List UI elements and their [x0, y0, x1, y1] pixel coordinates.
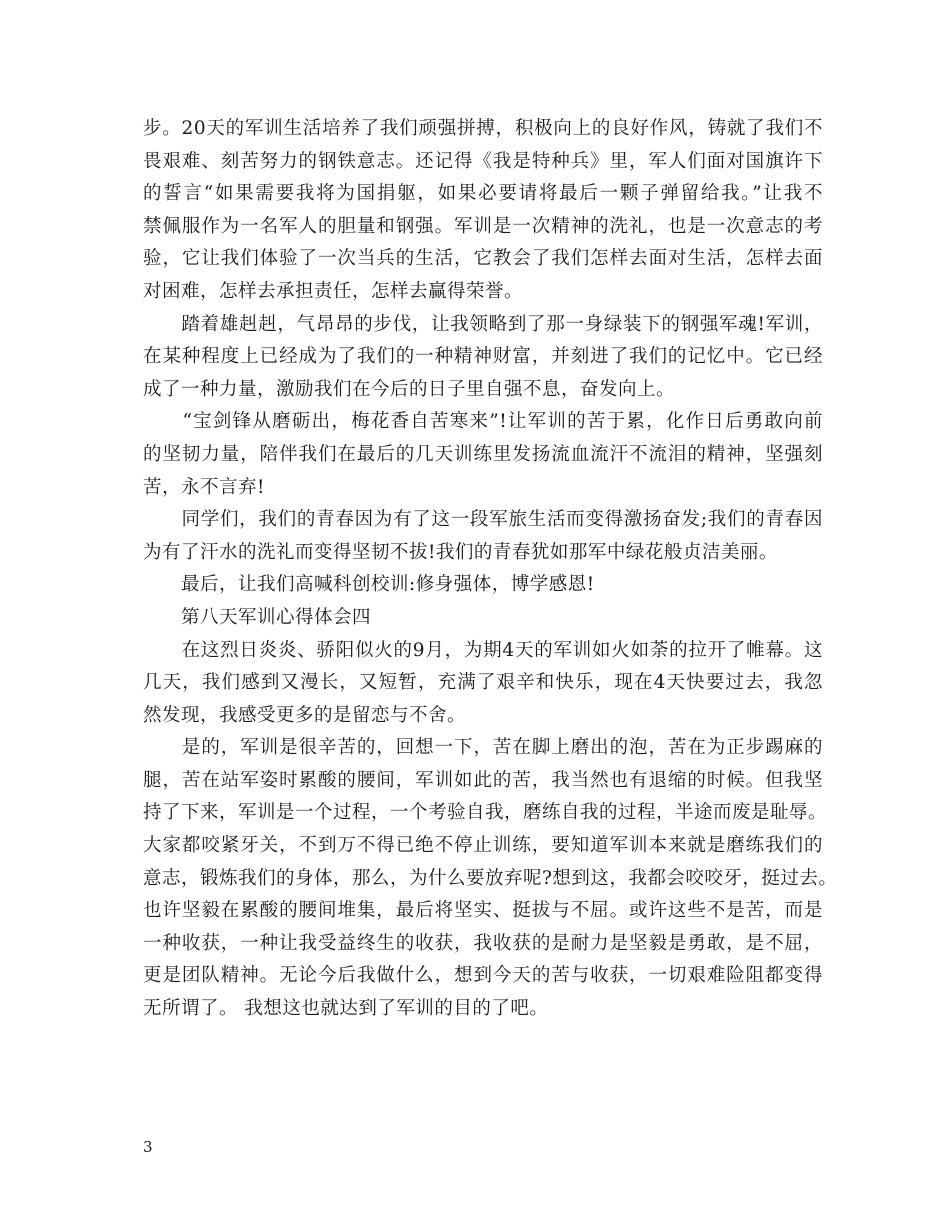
text-line: 意志，锻炼我们的身体，那么，为什么要放弃呢?想到这，我都会咬咬牙，挺过去。: [143, 867, 838, 889]
text-line: 几天，我们感到又漫长，又短暂，充满了艰辛和快乐，现在4天快要过去，我忽: [143, 672, 823, 694]
text-line: 踏着雄赳赳，气昂昂的步伐，让我领略到了那一身绿装下的钢强军魂!军训，: [143, 313, 823, 335]
text-line: 也许坚毅在累酸的腰间堆集，最后将坚实、挺拔与不屈。或许这些不是苦，而是: [143, 900, 823, 922]
text-line: 腿，苦在站军姿时累酸的腰间，军训如此的苦，我当然也有退缩的时候。但我坚: [143, 769, 823, 791]
text-line: 最后，让我们高喊科创校训:修身强体，博学感恩!: [143, 574, 595, 596]
text-line: 的坚韧力量，陪伴我们在最后的几天训练里发扬流血流汗不流泪的精神，坚强刻: [143, 443, 823, 465]
text-line: “宝剑锋从磨砺出，梅花香自苦寒来”!让军训的苦于累，化作日后勇敢向前: [143, 411, 823, 433]
text-line: 同学们，我们的青春因为有了这一段军旅生活而变得激扬奋发;我们的青春因: [143, 509, 823, 531]
text-line: 的誓言“如果需要我将为国捐躯，如果必要请将最后一颗子弹留给我。”让我不: [143, 183, 823, 205]
text-line: 成了一种力量，激励我们在今后的日子里自强不息，奋发向上。: [143, 378, 676, 400]
text-line: 一种收获，一种让我受益终生的收获，我收获的是耐力是坚毅是勇敢，是不屈，: [143, 932, 823, 954]
text-line: 持了下来，军训是一个过程，一个考验自我，磨练自我的过程，半途而废是耻辱。: [143, 802, 828, 824]
text-line: 然发现，我感受更多的是留恋与不舍。: [143, 704, 467, 726]
text-line: 第八天军训心得体会四: [143, 606, 372, 628]
text-line: 更是团队精神。无论今后我做什么，想到今天的苦与收获，一切艰难险阻都变得: [143, 965, 823, 987]
text-line: 验，它让我们体验了一次当兵的生活，它教会了我们怎样去面对生活，怎样去面: [143, 248, 823, 270]
text-line: 禁佩服作为一名军人的胆量和钢强。军训是一次精神的洗礼，也是一次意志的考: [143, 215, 823, 237]
text-line: 畏艰难、刻苦努力的钢铁意志。还记得《我是特种兵》里，军人们面对国旗许下: [143, 150, 823, 172]
text-line: 对困难，怎样去承担责任，怎样去赢得荣誉。: [143, 280, 524, 302]
text-line: 在某种程度上已经成为了我们的一种精神财富，并刻进了我们的记忆中。它已经: [143, 346, 823, 368]
text-line: 在这烈日炎炎、骄阳似火的9月，为期4天的军训如火如荼的拉开了帷幕。这: [143, 639, 823, 661]
text-line: 大家都咬紧牙关，不到万不得已绝不停止训练，要知道军训本来就是磨练我们的: [143, 835, 823, 857]
text-line: 无所谓了。 我想这也就达到了军训的目的了吧。: [143, 998, 549, 1020]
text-line: 是的，军训是很辛苦的，回想一下，苦在脚上磨出的泡，苦在为正步踢麻的: [143, 737, 823, 759]
text-line: 为有了汗水的洗礼而变得坚韧不拔!我们的青春犹如那军中绿花般贞洁美丽。: [143, 541, 778, 563]
page-number: 3: [143, 1138, 153, 1156]
document-body: [143, 113, 838, 1026]
text-line: 步。20天的军训生活培养了我们顽强拼搏，积极向上的良好作风，铸就了我们不: [143, 118, 823, 139]
text-line: 苦，永不言弃!: [143, 476, 265, 498]
